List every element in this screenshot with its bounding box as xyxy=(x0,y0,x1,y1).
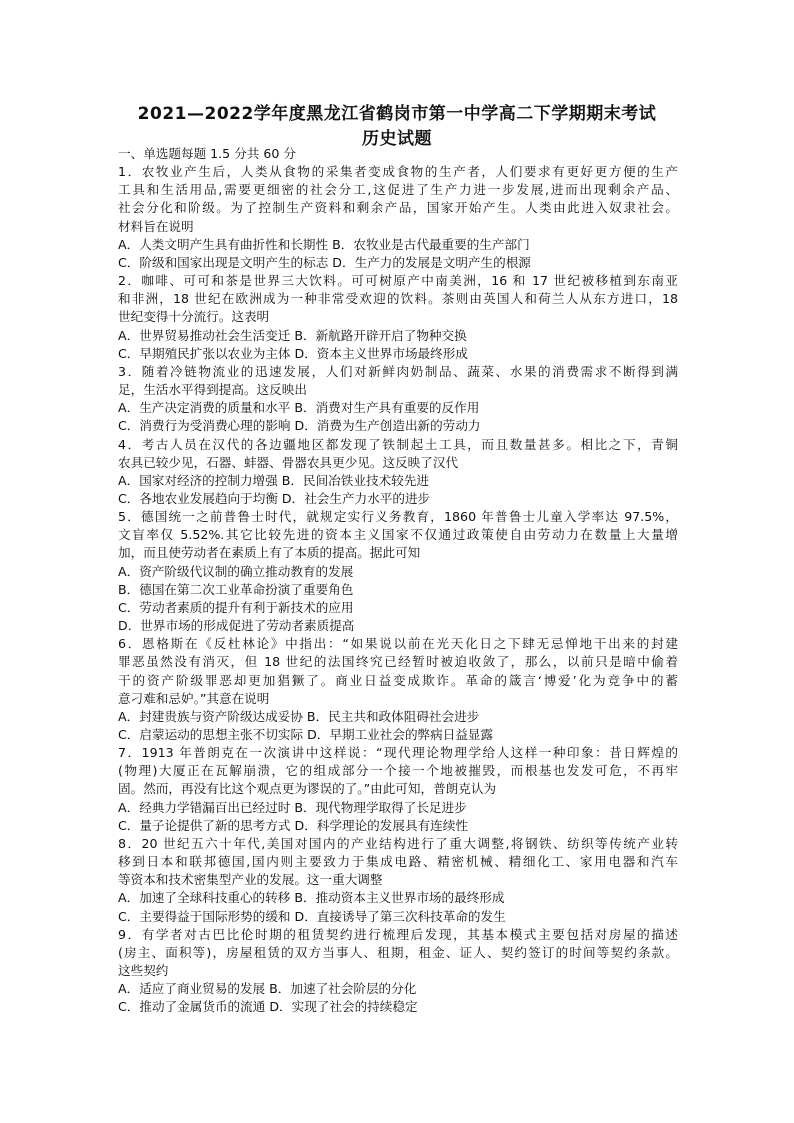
answer-options-line: A．国家对经济的控制力增强 B．民间冶铁业技术较先进 xyxy=(118,472,429,488)
answer-options-line: C．消费行为受消费心理的影响 D．消费为生产创造出新的劳动力 xyxy=(118,418,481,434)
question-7 xyxy=(118,744,678,835)
answer-options-line: A．加速了全球科技重心的转移 B．推动资本主义世界市场的最终形成 xyxy=(118,890,505,906)
question-stem-line: 6．恩格斯在《反杜林论》中指出：“如果说以前在光天化日之下肆无忌惮地干出来的封建 xyxy=(118,636,678,652)
question-8 xyxy=(118,835,678,926)
answer-options-line: A．生产决定消费的质量和水平 B．消费对生产具有重要的反作用 xyxy=(118,400,480,416)
section-heading: 一、单选题每题 1.5 分共 60 分 xyxy=(118,146,297,161)
answer-options-line: D．世界市场的形成促进了劳动者素质提高 xyxy=(118,618,355,634)
question-stem-line: 8．20 世纪五六十年代,美国对国内的产业结构进行了重大调整,将钢铁、纺织等传统产业转 xyxy=(118,835,678,851)
question-stem-line: 社会分化和阶级。为了控制生产资料和剩余产品，国家开始产生。人类由此进入奴隶社会。 xyxy=(118,200,678,216)
question-9 xyxy=(118,926,678,1017)
question-stem-line: 3．随着冷链物流业的迅速发展，人们对新鲜肉奶制品、蔬菜、水果的消费需求不断得到满 xyxy=(118,363,678,379)
question-stem-line: 固。然而，再没有比这个观点更为谬误的了。”由此可知，普朗克认为 xyxy=(118,781,497,797)
exam-title: 2021—2022学年度黑龙江省鹤岗市第一中学高二下学期期末考试 xyxy=(137,104,657,124)
question-stem-line: 罪恶虽然没有消灭，但 18 世纪的法国终究已经暂时被迫收敛了，那么，以前只是暗中偷着 xyxy=(118,654,678,670)
question-stem-line: 2．咖啡、可可和茶是世界三大饮料。可可树原产中南美洲，16 和 17 世纪被移植到东南亚 xyxy=(118,273,678,289)
question-5 xyxy=(118,508,678,635)
question-stem-line: 文盲率仅 5.52%.其它比较先进的资本主义国家不仅通过政策使自由劳动力在数量上大量增 xyxy=(118,527,678,543)
exam-content xyxy=(118,145,678,1017)
question-stem-line: 这些契约 xyxy=(118,963,169,979)
answer-options-line: C．主要得益于国际形势的缓和 D．直接诱导了第三次科技革命的发生 xyxy=(118,908,506,924)
answer-options-line: C．劳动者素质的提升有利于新技术的应用 xyxy=(118,599,354,615)
question-stem-line: 干的资产阶级罪恶却更加猖獗了。商业日益变成欺诈。革命的箴言‘博爱’化为竞争中的蓄 xyxy=(118,672,678,688)
question-stem-line: (房主、面积等)，房屋租赁的双方当事人、租期，租金、证人、契约签订的时间等契约条款。 xyxy=(118,944,678,960)
exam-subtitle: 历史试题 xyxy=(362,129,432,149)
answer-options-line: A．封建贵族与资产阶级达成妥协 B．民主共和政体阻碍社会进步 xyxy=(118,708,480,724)
answer-options-line: C．阶级和国家出现是文明产生的标志 D．生产力的发展是文明产生的根源 xyxy=(118,254,531,270)
question-stem-line: 5．德国统一之前普鲁士时代，就规定实行义务教育，1860 年普鲁士儿童入学率达 97.5%， xyxy=(118,509,678,525)
answer-options-line: C．推动了金属货币的流通 D．实现了社会的持续稳定 xyxy=(118,999,418,1015)
question-stem-line: 足，生活水平得到提高。这反映出 xyxy=(118,382,307,398)
answer-options-line: C．启蒙运动的思想主张不切实际 D．早期工业社会的弊病日益显露 xyxy=(118,727,494,742)
question-stem-line: 和非洲，18 世纪在欧洲成为一种非常受欢迎的饮料。茶则由英国人和荷兰人从东方进口，18 xyxy=(118,291,678,307)
question-stem-line: 加，而且使劳动者在素质上有了本质的提高。据此可知 xyxy=(118,545,421,561)
question-stem-line: 意刁难和忌妒。”其意在说明 xyxy=(118,690,270,706)
answer-options-line: A．世界贸易推动社会生活变迁 B．新航路开辟开启了物种交换 xyxy=(118,327,467,343)
answer-options-line: A．经典力学错漏百出已经过时 B．现代物理学取得了长足进步 xyxy=(118,799,467,815)
answer-options-line: A．适应了商业贸易的发展 B．加速了社会阶层的分化 xyxy=(118,981,417,997)
question-stem-line: 7．1913 年普朗克在一次演讲中这样说：“现代理论物理学给人这样一种印象：昔日辉煌的 xyxy=(118,745,678,761)
question-stem-line: 等资本和技术密集型产业的发展。这一重大调整 xyxy=(118,872,383,888)
question-stem-line: 材料旨在说明 xyxy=(118,218,194,234)
question-stem-line: (物理)大厦正在瓦解崩溃，它的组成部分一个接一个地被摧毁，而根基也发发可危，不再牢 xyxy=(118,763,678,779)
answer-options-line: A．人类文明产生具有曲折性和长期性 B．农牧业是古代最重要的生产部门 xyxy=(118,236,530,252)
question-6 xyxy=(118,635,678,744)
question-stem-line: 移到日本和联邦德国,国内则主要致力于集成电路、精密机械、精细化工、家用电器和汽车 xyxy=(118,854,678,870)
question-stem-line: 农具已较少见，石器、蚌器、骨器农具更少见。这反映了汉代 xyxy=(118,454,459,470)
answer-options-line: A．资产阶级代议制的确立推动教育的发展 xyxy=(118,563,354,579)
question-3 xyxy=(118,363,678,436)
question-2 xyxy=(118,272,678,363)
question-stem-line: 4．考古人员在汉代的各边疆地区都发现了铁制起土工具，而且数量甚多。相比之下，青铜 xyxy=(118,436,678,452)
question-1 xyxy=(118,163,678,272)
question-stem-line: 世纪变得十分流行。这表明 xyxy=(118,309,270,325)
answer-options-line: C．量子论提供了新的思考方式 D．科学理论的发展具有连续性 xyxy=(118,817,468,833)
question-stem-line: 9．有学者对古巴比伦时期的租赁契约进行梳理后发现，其基本模式主要包括对房屋的描述 xyxy=(118,926,678,942)
answer-options-line: C．早期殖民扩张以农业为主体 D．资本主义世界市场最终形成 xyxy=(118,345,468,361)
answer-options-line: C．各地农业发展趋向于均衡 D．社会生产力水平的进步 xyxy=(118,490,431,506)
answer-options-line: B．德国在第二次工业革命扮演了重要角色 xyxy=(118,581,354,597)
question-stem-line: 工具和生活用品,需要更细密的社会分工,这促进了生产力进一步发展,进而出现剩余产品、 xyxy=(118,182,678,198)
question-4 xyxy=(118,436,678,509)
question-stem-line: 1．农牧业产生后，人类从食物的采集者变成食物的生产者，人们要求有更好更方便的生产 xyxy=(118,164,678,180)
